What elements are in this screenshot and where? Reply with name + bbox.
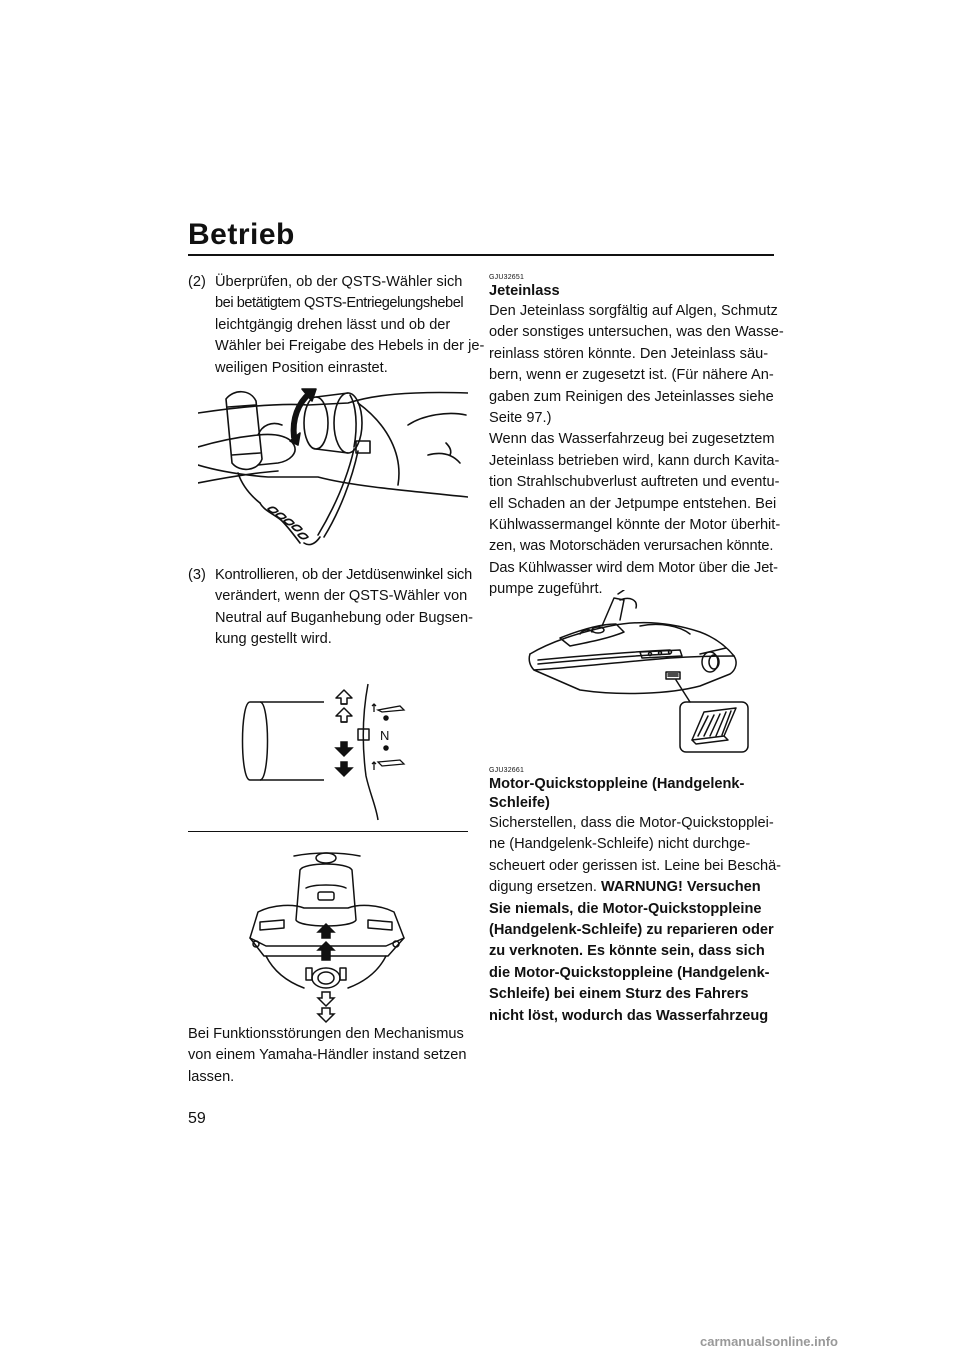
paragraph-line: tion Strahlschubverlust auftreten und eventu- <box>489 474 780 491</box>
paragraph-line: oder sonstiges untersuchen, was den Wasse- <box>489 324 784 341</box>
warning-line: zu verknoten. Es könnte sein, dass sich <box>489 943 765 960</box>
paragraph-line-mixed <box>489 877 775 898</box>
step-2-line: Überprüfen, ob der QSTS-Wähler sich <box>215 274 463 290</box>
neutral-label: N <box>380 728 390 743</box>
warning-line: die Motor-Quickstoppleine (Handgelenk- <box>489 964 770 981</box>
section-heading-line: Schleife) <box>489 795 550 811</box>
illustration-divider <box>188 831 468 832</box>
paragraph-line: scheuert oder gerissen ist. Leine bei Beschä- <box>489 857 782 874</box>
paragraph-line: Seite 97.) <box>489 410 552 427</box>
note-line: Bei Funktionsstörungen den Mechanismus <box>188 1026 464 1042</box>
paragraph-text: digung ersetzen. <box>489 879 601 896</box>
paragraph-line: reinlass stören könnte. Den Jeteinlass säu- <box>489 345 769 362</box>
section-heading <box>489 775 775 813</box>
paragraph-line: Kühlwassermangel könnte der Motor überhit- <box>489 517 781 534</box>
step-3 <box>188 565 474 651</box>
header-rule <box>188 254 774 256</box>
watermark: carmanualsonline.info <box>700 1334 838 1349</box>
paragraph-line: Den Jeteinlass sorgfältig auf Algen, Schmutz <box>489 303 778 319</box>
step-3-line: verändert, wenn der QSTS-Wähler von <box>215 588 468 605</box>
step-2 <box>188 272 485 379</box>
step-2-line: Wähler bei Freigabe des Hebels in der je- <box>215 338 485 355</box>
step-3-line: Neutral auf Buganhebung oder Bugsen- <box>215 609 474 626</box>
step-3-number: (3) <box>188 567 206 583</box>
watercraft-jet-intake-illustration <box>520 590 760 758</box>
note-line: von einem Yamaha-Händler instand setzen <box>188 1047 467 1064</box>
step-3-line: kung gestellt wird. <box>215 631 332 648</box>
section-code: GJU32651 <box>489 274 525 281</box>
paragraph-line: bern, wenn er zugesetzt ist. (Für nähere An- <box>489 367 774 384</box>
paragraph-line: Wenn das Wasserfahrzeug bei zugesetztem <box>489 431 775 448</box>
step-2-line: leichtgängig drehen lässt und ob der <box>215 316 451 333</box>
malfunction-note <box>188 1024 470 1088</box>
qsts-selector-positions-illustration <box>236 676 426 821</box>
page-title: Betrieb <box>188 218 295 251</box>
paragraph-line: Sicherstellen, dass die Motor-Quickstopplei- <box>489 815 774 831</box>
paragraph-line: Jeteinlass betrieben wird, kann durch Kavita- <box>489 452 780 469</box>
section-heading-line: Motor-Quickstoppleine (Handgelenk- <box>489 776 745 792</box>
step-2-line: bei betätigtem QSTS-Entriegelungshebel <box>215 295 464 312</box>
section-jet-intake <box>489 272 784 601</box>
paragraph-line: Das Kühlwasser wird dem Motor über die Jet- <box>489 559 778 576</box>
handlebar-qsts-illustration <box>198 385 468 557</box>
warning-line: Schleife) bei einem Sturz des Fahrers <box>489 986 749 1003</box>
warning-line: Sie niemals, die Motor-Quickstoppleine <box>489 900 762 917</box>
step-2-number: (2) <box>188 274 206 290</box>
paragraph-line: ell Schaden an der Jetpumpe entstehen. Bei <box>489 495 777 512</box>
watercraft-rear-nozzle-illustration <box>244 848 409 1026</box>
note-line: lassen. <box>188 1068 235 1085</box>
paragraph-line: gaben zum Reinigen des Jeteinlasses siehe <box>489 388 774 405</box>
step-2-line: weiligen Position einrastet. <box>215 359 388 376</box>
section-code: GJU32661 <box>489 767 525 774</box>
section-heading: Jeteinlass <box>489 283 560 299</box>
paragraph-line: pumpe zugeführt. <box>489 581 603 598</box>
paragraph-line: ne (Handgelenk-Schleife) nicht durchge- <box>489 836 751 853</box>
page-number: 59 <box>188 1110 206 1127</box>
warning-line: (Handgelenk-Schleife) zu reparieren oder <box>489 922 774 939</box>
paragraph-line: zen, was Motorschäden verursachen könnte. <box>489 538 774 555</box>
step-3-line: Kontrollieren, ob der Jetdüsenwinkel sich <box>215 567 473 583</box>
warning-line: nicht löst, wodurch das Wasserfahrzeug <box>489 1007 769 1024</box>
section-engine-shut-off-cord <box>489 765 782 1027</box>
warning-text: WARNUNG! Versuchen <box>600 879 761 896</box>
